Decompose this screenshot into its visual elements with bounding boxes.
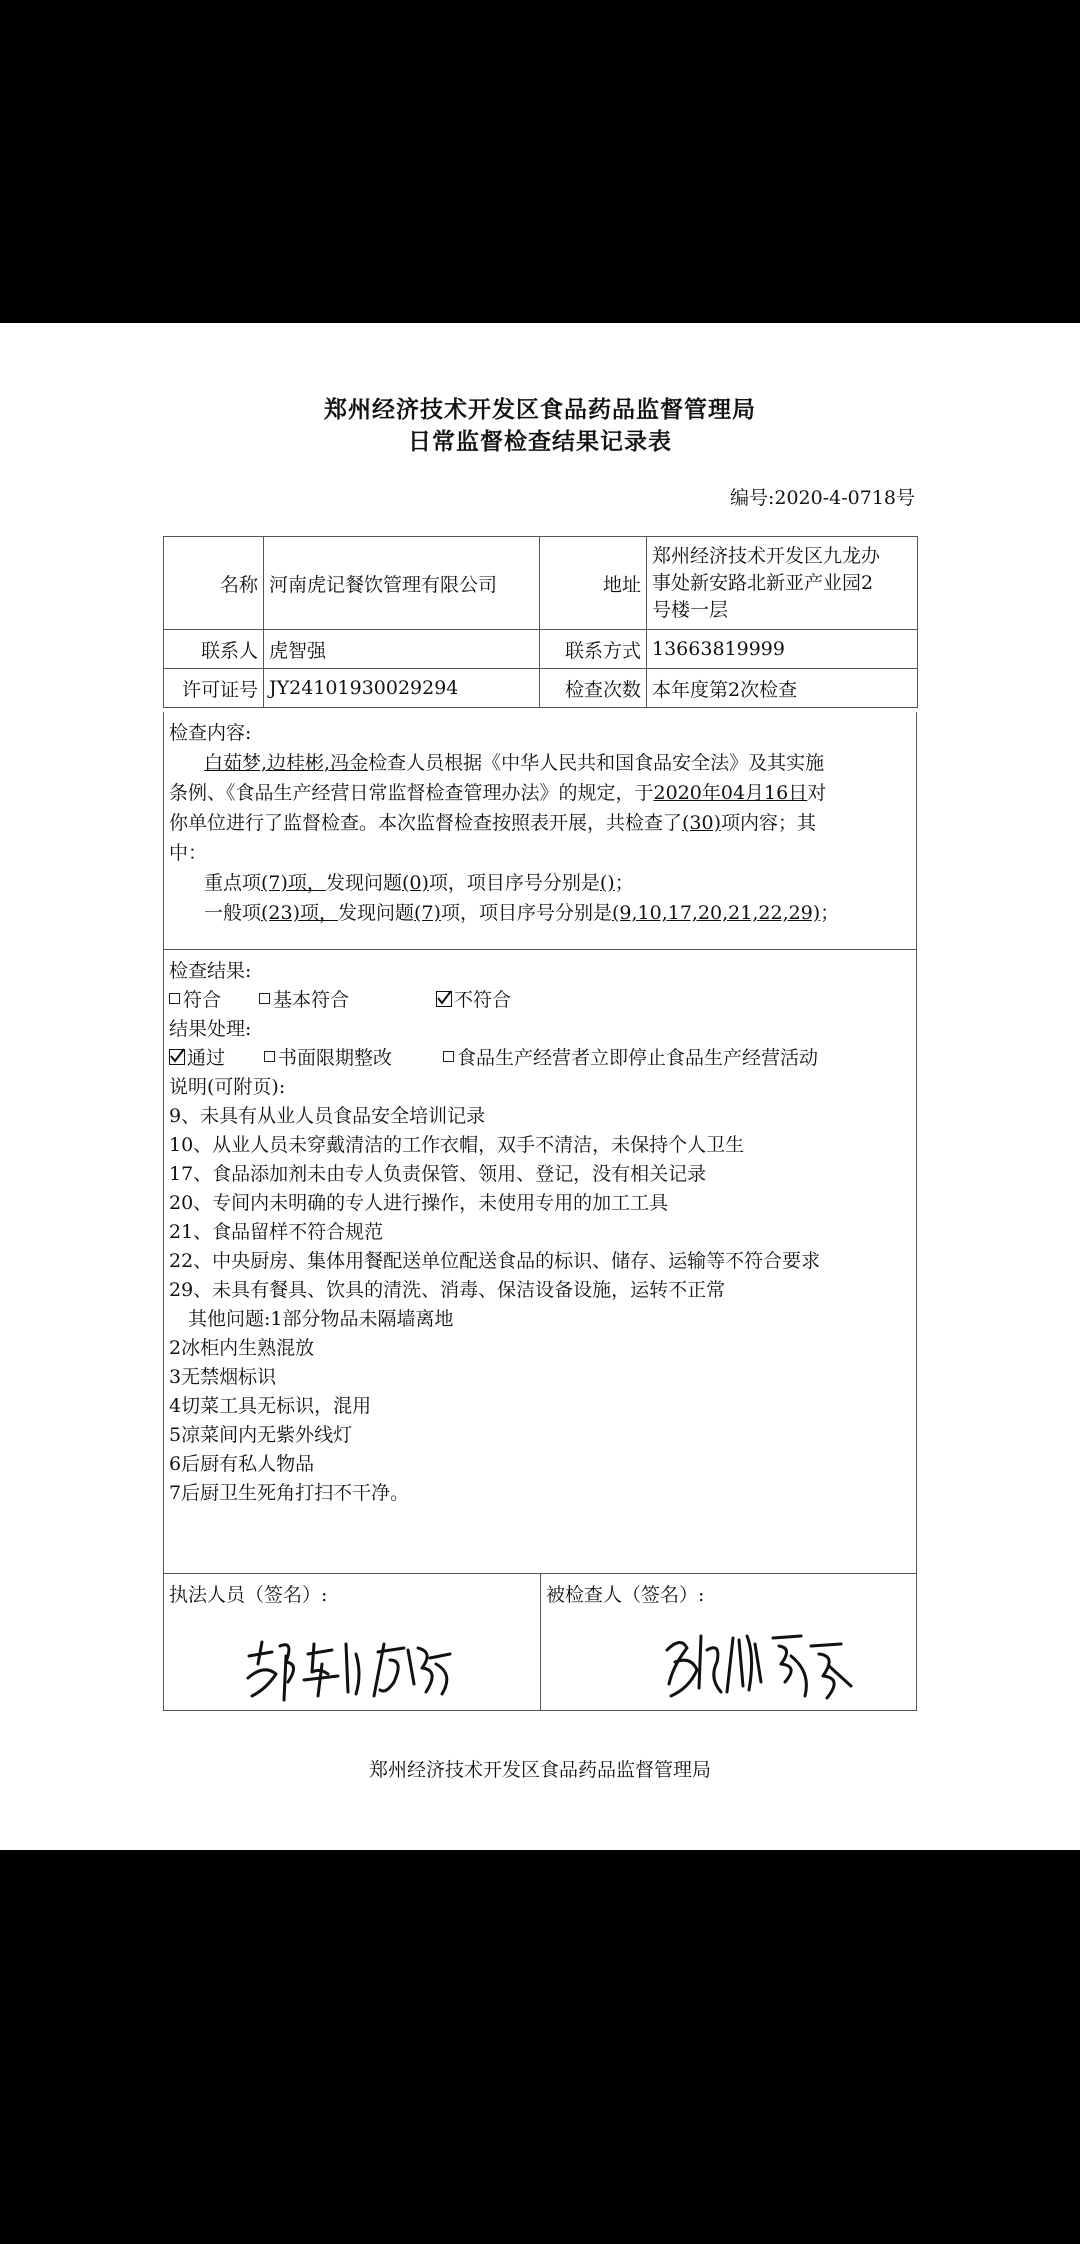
address-label: 地址: [540, 537, 647, 630]
checkbox-icon: [169, 993, 180, 1004]
checkbox-checked-icon: [169, 1049, 185, 1065]
result-option: 基本符合: [259, 985, 349, 1012]
officer-signature-image: [244, 1634, 474, 1704]
license-value: JY24101930029294: [264, 669, 540, 708]
content-paragraph-line: 条例、《食品生产经营日常监督检查管理办法》的规定，于2020年04月16日对: [169, 782, 827, 804]
inspect-count-label: 检查次数: [540, 669, 647, 708]
document-number: 编号:2020-4-0718号: [729, 487, 915, 509]
info-table: [163, 536, 918, 708]
name-value: 河南虎记餐饮管理有限公司: [264, 537, 540, 630]
checkbox-checked-icon: [436, 991, 452, 1007]
note-item: 6后厨有私人物品: [169, 1453, 315, 1475]
note-item: 3无禁烟标识: [169, 1366, 277, 1388]
address-line: 郑州经济技术开发区九龙办: [652, 544, 881, 567]
footer-org: 郑州经济技术开发区食品药品监督管理局: [368, 1759, 711, 1781]
result-option: 符合: [169, 985, 221, 1012]
note-item: 其他问题:1部分物品未隔墙离地: [169, 1308, 454, 1330]
content-heading: 检查内容:: [169, 722, 252, 744]
contact-label: 联系人: [164, 630, 264, 669]
signature-section: [163, 1574, 917, 1711]
note-item: 5凉菜间内无紫外线灯: [169, 1424, 353, 1446]
note-item: 4切菜工具无标识，混用: [169, 1395, 372, 1417]
address-line: 号楼一层: [652, 598, 729, 621]
inspected-signature-cell: [541, 1574, 916, 1710]
general-items-line: 一般项(23)项，发现问题(7)项，项目序号分别是(9,10,17,20,21,22,29)；: [204, 902, 840, 924]
address-line: 事处新安路北新亚产业园2: [652, 571, 874, 594]
note-item: 9、未具有从业人员食品安全培训记录: [169, 1105, 486, 1127]
note-item: 22、中央厨房、集体用餐配送单位配送食品的标识、储存、运输等不符合要求: [169, 1250, 821, 1272]
license-label: 许可证号: [164, 669, 264, 708]
inspection-content-section: [163, 712, 917, 950]
total-items: (30): [682, 812, 722, 834]
officer-signature-label: 执法人员（签名）:: [169, 1584, 328, 1606]
note-item: 7后厨卫生死角打扫不干净。: [169, 1482, 410, 1504]
result-option: 不符合: [436, 985, 511, 1012]
phone-label: 联系方式: [540, 630, 647, 669]
inspectors-names: 白茹梦,边桂彬,冯金: [204, 752, 369, 774]
inspected-signature-image: [661, 1626, 861, 1706]
inspect-count-value: 本年度第2次检查: [647, 669, 918, 708]
note-item: 29、未具有餐具、饮具的清洗、消毒、保洁设备设施，运转不正常: [169, 1279, 726, 1301]
key-items-line: 重点项(7)项，发现问题(0)项，项目序号分别是()；: [204, 872, 634, 894]
handling-heading: 结果处理:: [169, 1018, 252, 1040]
note-item: 10、从业人员未穿戴清洁的工作衣帽，双手不清洁，未保持个人卫生: [169, 1134, 745, 1156]
note-item: 2冰柜内生熟混放: [169, 1337, 315, 1359]
info-row-contact: [164, 630, 918, 669]
info-row-name: [164, 537, 918, 630]
name-label: 名称: [164, 537, 264, 630]
checkbox-icon: [259, 993, 270, 1004]
phone-value: 13663819999: [647, 630, 918, 669]
document-page: [0, 323, 1080, 1850]
address-value: [647, 537, 918, 630]
content-paragraph-line: 中：: [169, 842, 208, 864]
checkbox-icon: [264, 1051, 275, 1062]
inspection-results-section: [163, 950, 917, 1574]
content-paragraph-line: 你单位进行了监督检查。本次监督检查按照表开展，共检查了(30)项内容；其: [169, 812, 817, 834]
contact-value: 虎智强: [264, 630, 540, 669]
content-paragraph-line: 白茹梦,边桂彬,冯金检查人员根据《中华人民共和国食品安全法》及其实施: [204, 752, 825, 774]
note-item: 20、专间内未明确的专人进行操作，未使用专用的加工工具: [169, 1192, 669, 1214]
note-item: 17、食品添加剂未由专人负责保管、领用、登记，没有相关记录: [169, 1163, 707, 1185]
handling-option: 书面限期整改: [264, 1043, 392, 1070]
document-subtitle: 日常监督检查结果记录表: [408, 428, 672, 455]
note-item: 21、食品留样不符合规范: [169, 1221, 384, 1243]
document-title: 郑州经济技术开发区食品药品监督管理局: [324, 396, 756, 423]
handling-option: 通过: [169, 1043, 225, 1070]
results-heading: 检查结果:: [169, 960, 252, 982]
officer-signature-cell: [164, 1574, 541, 1710]
inspected-signature-label: 被检查人（签名）:: [546, 1584, 705, 1606]
checkbox-icon: [443, 1051, 454, 1062]
info-row-license: [164, 669, 918, 708]
notes-heading: 说明(可附页):: [169, 1076, 286, 1098]
handling-option: 食品生产经营者立即停止食品生产经营活动: [443, 1043, 818, 1070]
inspection-date: 2020年04月16日: [653, 782, 808, 804]
